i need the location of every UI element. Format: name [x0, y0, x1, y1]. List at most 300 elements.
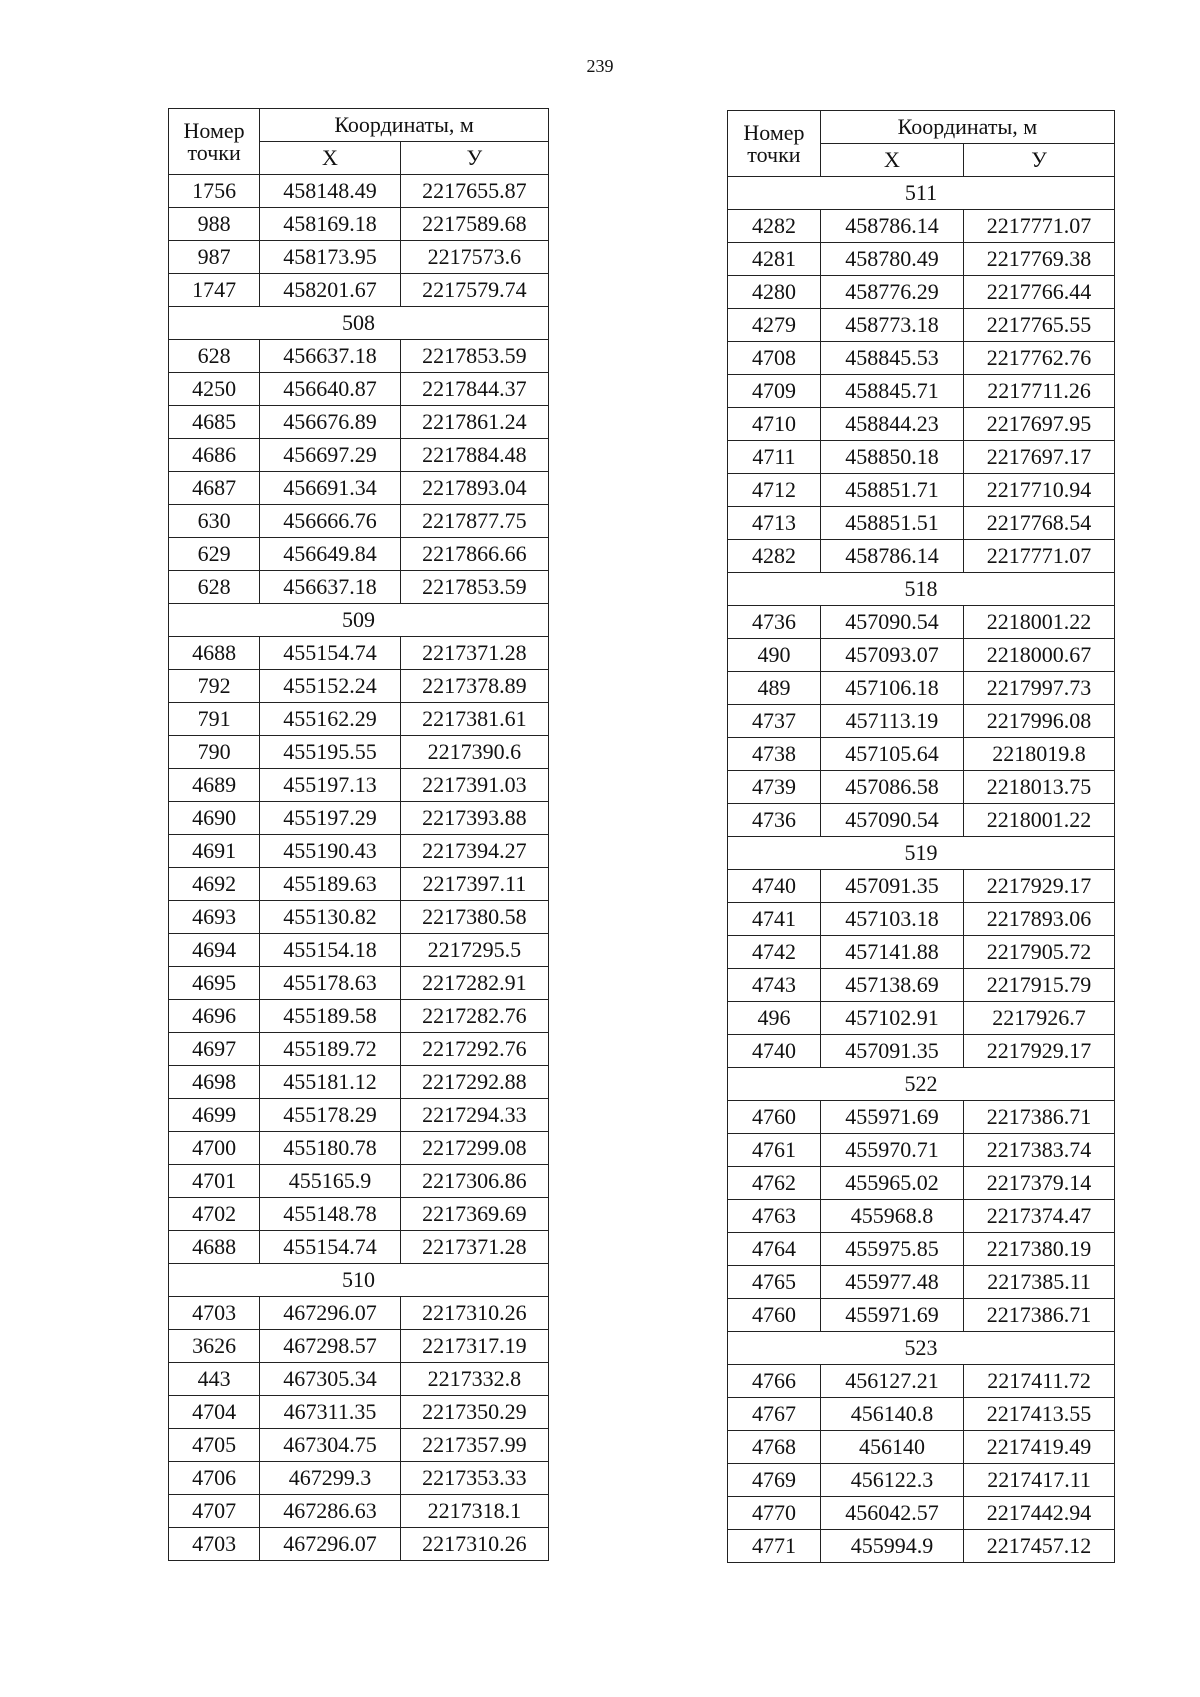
- point-number-cell: 792: [169, 670, 260, 703]
- y-coordinate-cell: 2217371.28: [400, 637, 548, 670]
- x-coordinate-cell: 455148.78: [260, 1198, 401, 1231]
- table-row: [169, 472, 549, 505]
- x-coordinate-cell: 467286.63: [260, 1495, 401, 1528]
- point-number-cell: 4760: [728, 1299, 821, 1332]
- x-coordinate-cell: 467299.3: [260, 1462, 401, 1495]
- point-number-cell: 629: [169, 538, 260, 571]
- point-number-cell: 4703: [169, 1297, 260, 1330]
- point-number-cell: 4739: [728, 771, 821, 804]
- x-coordinate-cell: 458201.67: [260, 274, 401, 307]
- y-coordinate-cell: 2217771.07: [964, 540, 1115, 573]
- point-number-cell: 4689: [169, 769, 260, 802]
- point-number-cell: 4696: [169, 1000, 260, 1033]
- y-coordinate-cell: 2217861.24: [400, 406, 548, 439]
- coordinates-header: Координаты, м: [820, 111, 1114, 144]
- point-number-cell: 4282: [728, 210, 821, 243]
- y-coordinate-cell: 2217380.19: [964, 1233, 1115, 1266]
- y-coordinate-cell: 2217884.48: [400, 439, 548, 472]
- y-coordinate-cell: 2217295.5: [400, 934, 548, 967]
- section-row: [728, 1332, 1115, 1365]
- point-number-cell: 3626: [169, 1330, 260, 1363]
- section-number: 509: [169, 604, 549, 637]
- y-coordinate-cell: 2217655.87: [400, 175, 548, 208]
- point-number-cell: 4770: [728, 1497, 821, 1530]
- x-coordinate-cell: 456042.57: [820, 1497, 963, 1530]
- y-coordinate-cell: 2217769.38: [964, 243, 1115, 276]
- point-header-line2: точки: [187, 139, 241, 165]
- x-coordinate-cell: 455195.55: [260, 736, 401, 769]
- point-number-cell: 4707: [169, 1495, 260, 1528]
- point-number-cell: 4769: [728, 1464, 821, 1497]
- y-coordinate-cell: 2217310.26: [400, 1528, 548, 1561]
- y-coordinate-cell: 2217282.76: [400, 1000, 548, 1033]
- x-coordinate-cell: 455130.82: [260, 901, 401, 934]
- table-row: [169, 1462, 549, 1495]
- x-coordinate-cell: 467296.07: [260, 1528, 401, 1561]
- y-coordinate-cell: 2217394.27: [400, 835, 548, 868]
- x-coordinate-cell: 456649.84: [260, 538, 401, 571]
- y-coordinate-cell: 2217905.72: [964, 936, 1115, 969]
- section-row: [728, 837, 1115, 870]
- point-number-header: [169, 109, 260, 175]
- section-row: [728, 573, 1115, 606]
- table-row: [169, 274, 549, 307]
- x-coordinate-cell: 455178.29: [260, 1099, 401, 1132]
- point-number-cell: 4741: [728, 903, 821, 936]
- table-row: [728, 375, 1115, 408]
- y-coordinate-cell: 2217926.7: [964, 1002, 1115, 1035]
- point-number-cell: 4688: [169, 1231, 260, 1264]
- point-number-cell: 4687: [169, 472, 260, 505]
- point-number-cell: 4712: [728, 474, 821, 507]
- y-coordinate-cell: 2217332.8: [400, 1363, 548, 1396]
- x-coordinate-cell: 455180.78: [260, 1132, 401, 1165]
- point-number-cell: 4694: [169, 934, 260, 967]
- table-row: [728, 705, 1115, 738]
- table-row: [728, 1002, 1115, 1035]
- point-header-line2: точки: [747, 141, 801, 167]
- table-body-right: [728, 177, 1115, 1563]
- y-coordinate-cell: 2217996.08: [964, 705, 1115, 738]
- table-row: [728, 804, 1115, 837]
- x-coordinate-cell: 455994.9: [820, 1530, 963, 1563]
- x-coordinate-cell: 455162.29: [260, 703, 401, 736]
- table-row: [169, 538, 549, 571]
- table-row: [728, 243, 1115, 276]
- section-number: 518: [728, 573, 1115, 606]
- y-coordinate-cell: 2217350.29: [400, 1396, 548, 1429]
- point-number-cell: 4685: [169, 406, 260, 439]
- y-coordinate-cell: 2217893.04: [400, 472, 548, 505]
- point-number-cell: 4705: [169, 1429, 260, 1462]
- y-coordinate-cell: 2217853.59: [400, 571, 548, 604]
- point-number-cell: 628: [169, 571, 260, 604]
- x-coordinate-cell: 467304.75: [260, 1429, 401, 1462]
- point-number-cell: 4709: [728, 375, 821, 408]
- x-coordinate-cell: 455152.24: [260, 670, 401, 703]
- x-coordinate-cell: 455971.69: [820, 1299, 963, 1332]
- table-row: [169, 1132, 549, 1165]
- point-number-header: [728, 111, 821, 177]
- y-coordinate-cell: 2217385.11: [964, 1266, 1115, 1299]
- x-coordinate-cell: 455154.74: [260, 637, 401, 670]
- table-row: [169, 1231, 549, 1264]
- y-coordinate-cell: 2217383.74: [964, 1134, 1115, 1167]
- table-row: [728, 1101, 1115, 1134]
- point-number-cell: 4737: [728, 705, 821, 738]
- x-coordinate-cell: 457105.64: [820, 738, 963, 771]
- table-body-left: [169, 175, 549, 1561]
- point-number-cell: 4698: [169, 1066, 260, 1099]
- section-row: [728, 1068, 1115, 1101]
- table-row: [728, 408, 1115, 441]
- section-row: [169, 307, 549, 340]
- section-number: 519: [728, 837, 1115, 870]
- x-coordinate-cell: 455189.63: [260, 868, 401, 901]
- table-row: [728, 1530, 1115, 1563]
- point-header-line1: Номер: [183, 117, 245, 143]
- point-number-cell: 4740: [728, 870, 821, 903]
- table-row: [169, 340, 549, 373]
- x-coordinate-cell: 467296.07: [260, 1297, 401, 1330]
- point-number-cell: 4761: [728, 1134, 821, 1167]
- point-number-cell: 4736: [728, 804, 821, 837]
- x-coordinate-cell: 456697.29: [260, 439, 401, 472]
- point-number-cell: 4740: [728, 1035, 821, 1068]
- x-coordinate-cell: 455971.69: [820, 1101, 963, 1134]
- point-number-cell: 4279: [728, 309, 821, 342]
- table-row: [728, 1365, 1115, 1398]
- table-row: [169, 505, 549, 538]
- y-coordinate-cell: 2217929.17: [964, 870, 1115, 903]
- x-coordinate-cell: 455165.9: [260, 1165, 401, 1198]
- y-header: У: [964, 144, 1115, 177]
- point-number-cell: 4280: [728, 276, 821, 309]
- y-coordinate-cell: 2217766.44: [964, 276, 1115, 309]
- point-number-cell: 490: [728, 639, 821, 672]
- point-number-cell: 4711: [728, 441, 821, 474]
- point-number-cell: 4281: [728, 243, 821, 276]
- point-number-cell: 489: [728, 672, 821, 705]
- table-row: [169, 868, 549, 901]
- y-coordinate-cell: 2218019.8: [964, 738, 1115, 771]
- point-number-cell: 1756: [169, 175, 260, 208]
- y-coordinate-cell: 2217929.17: [964, 1035, 1115, 1068]
- table-row: [728, 1464, 1115, 1497]
- y-coordinate-cell: 2217386.71: [964, 1299, 1115, 1332]
- point-number-cell: 4713: [728, 507, 821, 540]
- point-number-cell: 4282: [728, 540, 821, 573]
- coordinates-table-right: [727, 110, 1115, 1563]
- x-coordinate-cell: 456676.89: [260, 406, 401, 439]
- y-coordinate-cell: 2217442.94: [964, 1497, 1115, 1530]
- x-coordinate-cell: 457113.19: [820, 705, 963, 738]
- point-number-cell: 630: [169, 505, 260, 538]
- x-coordinate-cell: 457086.58: [820, 771, 963, 804]
- table-row: [728, 1299, 1115, 1332]
- x-coordinate-cell: 458173.95: [260, 241, 401, 274]
- point-number-cell: 4706: [169, 1462, 260, 1495]
- table-row: [169, 175, 549, 208]
- y-coordinate-cell: 2218013.75: [964, 771, 1115, 804]
- table-row: [169, 1495, 549, 1528]
- section-number: 511: [728, 177, 1115, 210]
- table-row: [169, 1297, 549, 1330]
- x-coordinate-cell: 457090.54: [820, 804, 963, 837]
- x-coordinate-cell: 455197.29: [260, 802, 401, 835]
- point-number-cell: 4708: [728, 342, 821, 375]
- table-row: [169, 1066, 549, 1099]
- y-coordinate-cell: 2217893.06: [964, 903, 1115, 936]
- point-number-cell: 4738: [728, 738, 821, 771]
- x-coordinate-cell: 457090.54: [820, 606, 963, 639]
- table-row: [728, 639, 1115, 672]
- point-number-cell: 4701: [169, 1165, 260, 1198]
- table-row: [169, 1429, 549, 1462]
- y-coordinate-cell: 2218001.22: [964, 804, 1115, 837]
- table-row: [169, 703, 549, 736]
- x-coordinate-cell: 455190.43: [260, 835, 401, 868]
- point-number-cell: 628: [169, 340, 260, 373]
- y-coordinate-cell: 2217762.76: [964, 342, 1115, 375]
- y-coordinate-cell: 2217391.03: [400, 769, 548, 802]
- x-coordinate-cell: 457091.35: [820, 1035, 963, 1068]
- x-coordinate-cell: 457093.07: [820, 639, 963, 672]
- point-number-cell: 4768: [728, 1431, 821, 1464]
- point-number-cell: 1747: [169, 274, 260, 307]
- table-row: [728, 1134, 1115, 1167]
- table-row: [169, 1528, 549, 1561]
- y-coordinate-cell: 2217844.37: [400, 373, 548, 406]
- y-coordinate-cell: 2217393.88: [400, 802, 548, 835]
- section-number: 523: [728, 1332, 1115, 1365]
- table-row: [728, 342, 1115, 375]
- x-coordinate-cell: 467298.57: [260, 1330, 401, 1363]
- x-coordinate-cell: 455154.18: [260, 934, 401, 967]
- table-row: [169, 373, 549, 406]
- point-number-cell: 4743: [728, 969, 821, 1002]
- y-coordinate-cell: 2217299.08: [400, 1132, 548, 1165]
- y-coordinate-cell: 2217768.54: [964, 507, 1115, 540]
- x-coordinate-cell: 455975.85: [820, 1233, 963, 1266]
- y-coordinate-cell: 2217353.33: [400, 1462, 548, 1495]
- x-coordinate-cell: 456640.87: [260, 373, 401, 406]
- y-coordinate-cell: 2217357.99: [400, 1429, 548, 1462]
- y-coordinate-cell: 2218000.67: [964, 639, 1115, 672]
- x-coordinate-cell: 457106.18: [820, 672, 963, 705]
- table-row: [728, 1497, 1115, 1530]
- point-number-cell: 4695: [169, 967, 260, 1000]
- section-number: 510: [169, 1264, 549, 1297]
- x-coordinate-cell: 458148.49: [260, 175, 401, 208]
- table-row: [169, 967, 549, 1000]
- y-coordinate-cell: 2217457.12: [964, 1530, 1115, 1563]
- x-coordinate-cell: 455965.02: [820, 1167, 963, 1200]
- point-number-cell: 4704: [169, 1396, 260, 1429]
- y-coordinate-cell: 2217771.07: [964, 210, 1115, 243]
- x-coordinate-cell: 456666.76: [260, 505, 401, 538]
- table-row: [169, 637, 549, 670]
- table-row: [169, 670, 549, 703]
- x-coordinate-cell: 455154.74: [260, 1231, 401, 1264]
- point-number-cell: 4736: [728, 606, 821, 639]
- section-number: 508: [169, 307, 549, 340]
- x-coordinate-cell: 458850.18: [820, 441, 963, 474]
- point-number-cell: 4771: [728, 1530, 821, 1563]
- x-coordinate-cell: 455970.71: [820, 1134, 963, 1167]
- y-coordinate-cell: 2217310.26: [400, 1297, 548, 1330]
- table-row: [169, 241, 549, 274]
- table-row: [169, 1165, 549, 1198]
- x-coordinate-cell: 458773.18: [820, 309, 963, 342]
- point-number-cell: 790: [169, 736, 260, 769]
- point-number-cell: 4762: [728, 1167, 821, 1200]
- x-coordinate-cell: 457138.69: [820, 969, 963, 1002]
- y-coordinate-cell: 2217371.28: [400, 1231, 548, 1264]
- table-header-row: [169, 109, 549, 142]
- y-coordinate-cell: 2217877.75: [400, 505, 548, 538]
- y-coordinate-cell: 2217710.94: [964, 474, 1115, 507]
- x-coordinate-cell: 456637.18: [260, 571, 401, 604]
- section-number: 522: [728, 1068, 1115, 1101]
- table-row: [728, 210, 1115, 243]
- y-coordinate-cell: 2217853.59: [400, 340, 548, 373]
- point-number-cell: 4767: [728, 1398, 821, 1431]
- x-coordinate-cell: 467311.35: [260, 1396, 401, 1429]
- table-row: [728, 969, 1115, 1002]
- point-number-cell: 4760: [728, 1101, 821, 1134]
- table-row: [169, 439, 549, 472]
- table-row: [169, 1033, 549, 1066]
- y-coordinate-cell: 2217317.19: [400, 1330, 548, 1363]
- table-row: [169, 1396, 549, 1429]
- x-coordinate-cell: 458169.18: [260, 208, 401, 241]
- point-number-cell: 4702: [169, 1198, 260, 1231]
- y-header: У: [400, 142, 548, 175]
- y-coordinate-cell: 2217374.47: [964, 1200, 1115, 1233]
- table-row: [169, 208, 549, 241]
- y-coordinate-cell: 2217573.6: [400, 241, 548, 274]
- point-number-cell: 4764: [728, 1233, 821, 1266]
- y-coordinate-cell: 2217417.11: [964, 1464, 1115, 1497]
- x-coordinate-cell: 458780.49: [820, 243, 963, 276]
- table-row: [169, 1363, 549, 1396]
- table-row: [728, 309, 1115, 342]
- table-row: [728, 771, 1115, 804]
- x-header: Х: [820, 144, 963, 177]
- table-row: [728, 672, 1115, 705]
- y-coordinate-cell: 2217292.76: [400, 1033, 548, 1066]
- y-coordinate-cell: 2217390.6: [400, 736, 548, 769]
- table-row: [728, 276, 1115, 309]
- point-number-cell: 791: [169, 703, 260, 736]
- table-row: [169, 406, 549, 439]
- y-coordinate-cell: 2217282.91: [400, 967, 548, 1000]
- x-coordinate-cell: 456140.8: [820, 1398, 963, 1431]
- point-number-cell: 4700: [169, 1132, 260, 1165]
- y-coordinate-cell: 2217306.86: [400, 1165, 548, 1198]
- y-coordinate-cell: 2217711.26: [964, 375, 1115, 408]
- coordinates-table-left: [168, 108, 549, 1561]
- y-coordinate-cell: 2217386.71: [964, 1101, 1115, 1134]
- point-number-cell: 4250: [169, 373, 260, 406]
- table-row: [728, 936, 1115, 969]
- table-row: [169, 1000, 549, 1033]
- point-number-cell: 4693: [169, 901, 260, 934]
- x-coordinate-cell: 455197.13: [260, 769, 401, 802]
- point-number-cell: 4688: [169, 637, 260, 670]
- point-number-cell: 4763: [728, 1200, 821, 1233]
- point-number-cell: 443: [169, 1363, 260, 1396]
- y-coordinate-cell: 2217381.61: [400, 703, 548, 736]
- table-row: [169, 901, 549, 934]
- point-number-cell: 4690: [169, 802, 260, 835]
- table-row: [169, 835, 549, 868]
- x-coordinate-cell: 455178.63: [260, 967, 401, 1000]
- table-row: [169, 802, 549, 835]
- point-number-cell: 4692: [169, 868, 260, 901]
- x-coordinate-cell: 457102.91: [820, 1002, 963, 1035]
- point-number-cell: 4703: [169, 1528, 260, 1561]
- y-coordinate-cell: 2217997.73: [964, 672, 1115, 705]
- y-coordinate-cell: 2217579.74: [400, 274, 548, 307]
- table-row: [728, 1035, 1115, 1068]
- y-coordinate-cell: 2217697.17: [964, 441, 1115, 474]
- point-number-cell: 4691: [169, 835, 260, 868]
- x-coordinate-cell: 458786.14: [820, 210, 963, 243]
- x-coordinate-cell: 467305.34: [260, 1363, 401, 1396]
- x-coordinate-cell: 458851.71: [820, 474, 963, 507]
- y-coordinate-cell: 2217697.95: [964, 408, 1115, 441]
- y-coordinate-cell: 2217378.89: [400, 670, 548, 703]
- table-row: [728, 1200, 1115, 1233]
- y-coordinate-cell: 2217413.55: [964, 1398, 1115, 1431]
- y-coordinate-cell: 2217411.72: [964, 1365, 1115, 1398]
- y-coordinate-cell: 2217866.66: [400, 538, 548, 571]
- table-row: [169, 1198, 549, 1231]
- y-coordinate-cell: 2217318.1: [400, 1495, 548, 1528]
- x-coordinate-cell: 455189.58: [260, 1000, 401, 1033]
- table-row: [728, 903, 1115, 936]
- point-number-cell: 4686: [169, 439, 260, 472]
- point-header-line1: Номер: [743, 119, 805, 145]
- x-coordinate-cell: 455189.72: [260, 1033, 401, 1066]
- y-coordinate-cell: 2217294.33: [400, 1099, 548, 1132]
- table-row: [728, 738, 1115, 771]
- x-coordinate-cell: 456691.34: [260, 472, 401, 505]
- table-row: [728, 1431, 1115, 1464]
- section-row: [169, 1264, 549, 1297]
- table-row: [169, 1330, 549, 1363]
- table-row: [728, 870, 1115, 903]
- y-coordinate-cell: 2217589.68: [400, 208, 548, 241]
- table-row: [728, 1398, 1115, 1431]
- table-row: [169, 571, 549, 604]
- table-header-row: [728, 111, 1115, 144]
- point-number-cell: 4765: [728, 1266, 821, 1299]
- x-header: Х: [260, 142, 401, 175]
- x-coordinate-cell: 457141.88: [820, 936, 963, 969]
- x-coordinate-cell: 458845.71: [820, 375, 963, 408]
- point-number-cell: 4766: [728, 1365, 821, 1398]
- x-coordinate-cell: 456140: [820, 1431, 963, 1464]
- y-coordinate-cell: 2217765.55: [964, 309, 1115, 342]
- table-row: [728, 1233, 1115, 1266]
- point-number-cell: 496: [728, 1002, 821, 1035]
- point-number-cell: 4699: [169, 1099, 260, 1132]
- x-coordinate-cell: 455968.8: [820, 1200, 963, 1233]
- y-coordinate-cell: 2217397.11: [400, 868, 548, 901]
